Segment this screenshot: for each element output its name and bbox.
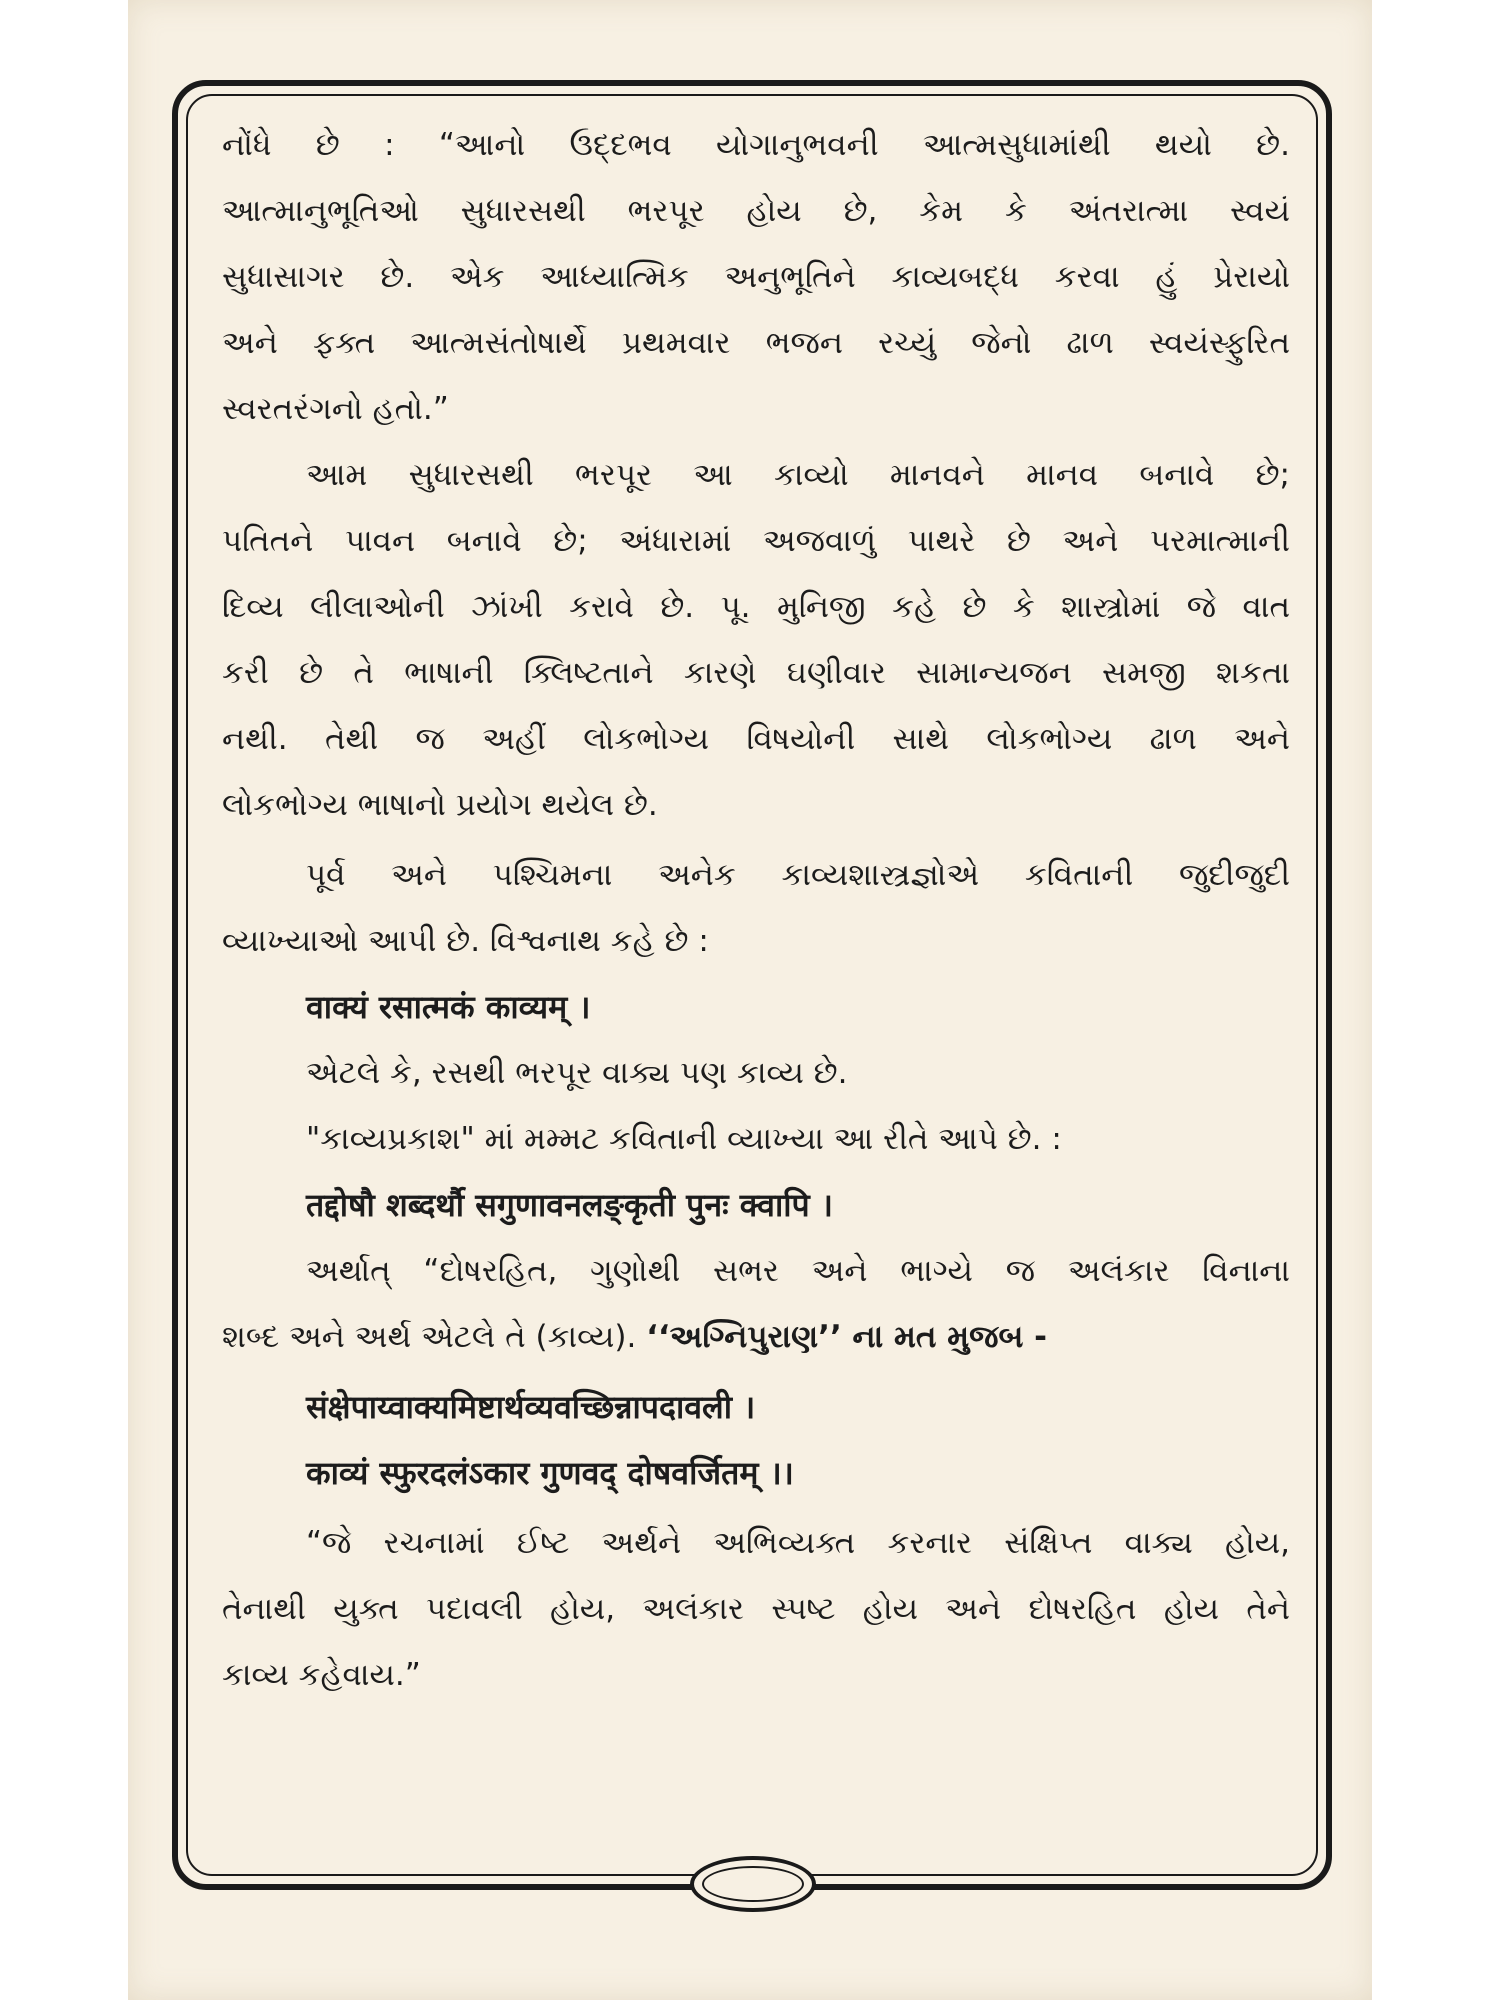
paragraph-line: અર્થાત્ “દોષરહિત, ગુણોથી સભર અને ભાગ્યે જ અલંકાર વિનાના — [306, 1253, 1290, 1289]
line-text: શબ્દ અને અર્થ એટલે તે (કાવ્ય). — [222, 1319, 647, 1355]
paragraph-line — [222, 1304, 1290, 1370]
paragraph-line: સ્વરતરંગનો હતો.” — [222, 391, 449, 427]
paragraph-line: વ્યાખ્યાઓ આપી છે. વિશ્વનાથ કહે છે : — [222, 923, 709, 959]
paragraph-line: નોંધે છે : “આનો ઉદ્દભવ યોગાનુભવની આત્મસુધામાંથી થયો છે. — [222, 127, 1290, 163]
page-text — [222, 112, 1290, 1708]
bottom-ornament — [690, 1856, 816, 1912]
paragraph-line: કરી છે તે ભાષાની ક્લિષ્ટતાને કારણે ઘણીવાર સામાન્યજન સમજી શકતા — [222, 655, 1290, 691]
agnipuran-reference: ‘‘અગ્નિપુરાણ’’ ના મત મુજબ - — [646, 1319, 1047, 1355]
paragraph-line: દિવ્ય લીલાઓની ઝાંખી કરાવે છે. પૂ. મુનિજી કહે છે કે શાસ્ત્રોમાં જે વાત — [222, 589, 1290, 625]
paragraph-line: “જે રચનામાં ઈષ્ટ અર્થને અભિવ્યક્ત કરનાર સંક્ષિપ્ત વાક્ય હોય, — [306, 1525, 1290, 1561]
sanskrit-verse: संक्षेपाय्वाक्यमिष्टार्थव्यवच्छिन्नापदावली । — [306, 1388, 756, 1426]
paragraph-line: આત્માનુભૂતિઓ સુધારસથી ભરપૂર હોય છે, કેમ કે અંતરાત્મા સ્વયં — [222, 193, 1290, 229]
paragraph-line: નથી. તેથી જ અહીં લોકભોગ્ય વિષયોની સાથે લોકભોગ્ય ઢાળ અને — [222, 721, 1290, 757]
paragraph-line: લોકભોગ્ય ભાષાનો પ્રયોગ થયેલ છે. — [222, 787, 658, 823]
paragraph-line: કાવ્ય કહેવાય.” — [222, 1657, 421, 1693]
paragraph-line: પતિતને પાવન બનાવે છે; અંધારામાં અજવાળું પાથરે છે અને પરમાત્માની — [222, 523, 1290, 559]
paragraph-line: અને ફક્ત આત્મસંતોષાર્થે પ્રથમવાર ભજન રચ્યું જેનો ઢાળ સ્વયંસ્ફુરિત — [222, 325, 1290, 361]
paragraph-line: પૂર્વ અને પશ્ચિમના અનેક કાવ્યશાસ્ત્રજ્ઞોએ કવિતાની જુદીજુદી — [306, 857, 1290, 893]
verse-meaning: એટલે કે, રસથી ભરપૂર વાક્ય પણ કાવ્ય છે. — [306, 1055, 848, 1091]
sanskrit-verse: वाक्यं रसात्मकं काव्यम् । — [306, 988, 591, 1026]
paragraph-line: તેનાથી યુક્ત પદાવલી હોય, અલંકાર સ્પષ્ટ હોય અને દોષરહિત હોય તેને — [222, 1591, 1290, 1627]
paragraph-line: સુધાસાગર છે. એક આધ્યાત્મિક અનુભૂતિને કાવ્યબદ્ધ કરવા હું પ્રેરાયો — [222, 259, 1290, 295]
paragraph-line: "કાવ્યપ્રકાશ" માં મમ્મટ કવિતાની વ્યાખ્યા આ રીતે આપે છે. : — [306, 1121, 1062, 1157]
sanskrit-verse: काव्यं स्फुरदलंऽकार गुणवद् दोषवर्जितम् ।। — [306, 1454, 794, 1492]
paragraph-line: આમ સુધારસથી ભરપૂર આ કાવ્યો માનવને માનવ બનાવે છે; — [306, 457, 1290, 493]
sanskrit-verse: तद्दोषौ शब्दर्थौ सगुणावनलङ्कृती पुनः क्वापि । — [306, 1186, 833, 1224]
